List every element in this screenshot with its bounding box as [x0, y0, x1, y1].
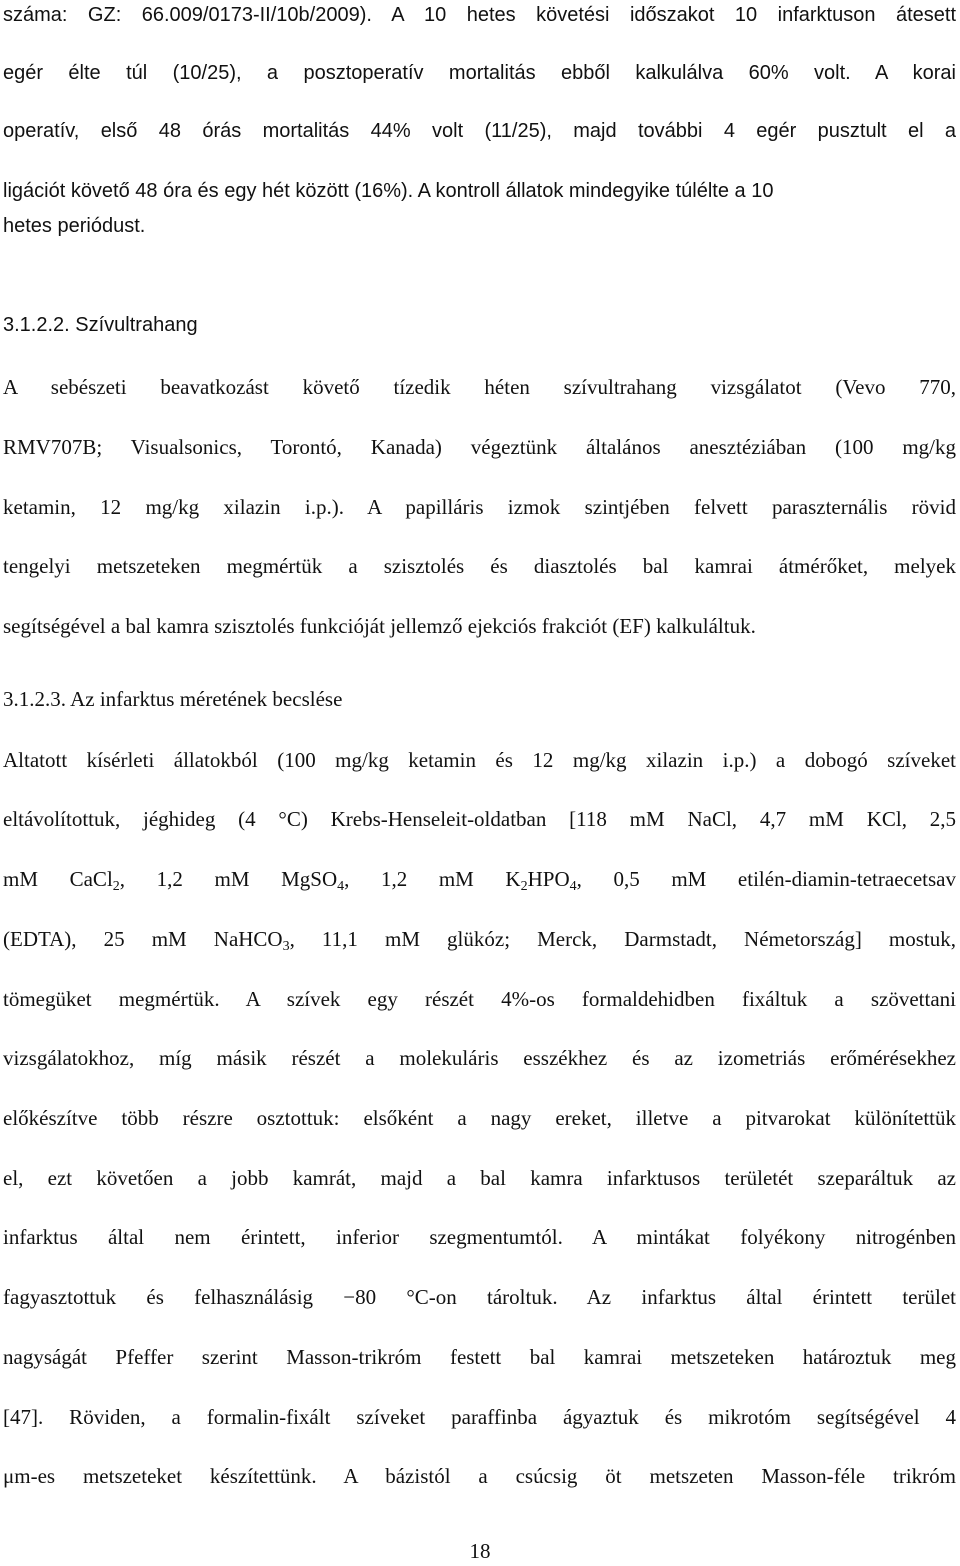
text-line	[3, 176, 956, 206]
text-line: μm-es metszeteket készítettünk. A bázistól a csúcsig öt metszeten Masson-féle trikróm	[3, 1464, 956, 1488]
text-line: ligációt követő 48 óra és egy hét között (16%). A kontroll állatok mindegyike túlélte a 10	[3, 180, 774, 202]
text-line: tömegüket megmértük. A szívek egy részét 4%-os formaldehidben fixáltuk a szövettani	[3, 987, 956, 1011]
text-line: [47]. Röviden, a formalin-fixált szíveket paraffinba ágyaztuk és mikrotóm segítségével 4	[3, 1405, 956, 1429]
text-line: előkészítve több részre osztottuk: elsőként a nagy ereket, illetve a pitvarokat különítettük	[3, 1106, 956, 1130]
text-line: (EDTA), 25 mM NaHCO$_3$, 11,1 mM glükóz; Merck, Darmstadt, Németország] mostuk,	[3, 927, 957, 954]
text-line: segítségével a bal kamra szisztolés funkcióját jellemző ejekciós frakciót (EF) kalkuláltuk.	[3, 614, 756, 638]
text-line: egér élte túl (10/25), a posztoperatív mortalitás ebből kalkulálva 60% volt. A korai	[3, 62, 956, 84]
text-line: eltávolítottuk, jéghideg (4 °C) Krebs-Henseleit-oldatban [118 mM NaCl, 4,7 mM KCl, 2,5	[3, 807, 956, 831]
text-line: A sebészeti beavatkozást követő tízedik héten szívultrahang vizsgálatot (Vevo 770,	[3, 375, 956, 399]
text-line: hetes periódust.	[3, 215, 146, 237]
text-line: operatív, első 48 órás mortalitás 44% volt (11/25), majd további 4 egér pusztult el a	[3, 120, 956, 142]
text-line: ketamin, 12 mg/kg xilazin i.p.). A papilláris izmok szintjében felvett paraszternális rövid	[3, 495, 956, 519]
section-heading: 3.1.2.3. Az infarktus méretének becslése	[3, 687, 343, 711]
text-line: infarktus által nem érintett, inferior szegmentumtól. A mintákat folyékony nitrogénben	[3, 1225, 956, 1249]
text-line: RMV707B; Visualsonics, Torontó, Kanada) végeztünk általános anesztéziában (100 mg/kg	[3, 435, 956, 459]
section-heading: 3.1.2.2. Szívultrahang	[3, 314, 198, 336]
text-line: nagyságát Pfeffer szerint Masson-trikróm festett bal kamrai metszeteken határoztuk meg	[3, 1345, 956, 1369]
text-line: fagyasztottuk és felhasználásig −80 °C-on tároltuk. Az infarktus által érintett terület	[3, 1285, 956, 1309]
text-line: száma: GZ: 66.009/0173-II/10b/2009). A 10 hetes követési időszakot 10 infarktuson átesett	[3, 4, 956, 26]
page-number: 18	[469, 1539, 491, 1563]
text-line: Altatott kísérleti állatokból (100 mg/kg ketamin és 12 mg/kg xilazin i.p.) a dobogó szíveket	[3, 748, 956, 772]
text-line: el, ezt követően a jobb kamrát, majd a bal kamra infarktusos területét szeparáltuk az	[3, 1166, 956, 1190]
text-line: mM CaCl$_2$, 1,2 mM MgSO$_4$, 1,2 mM $K_2HPO_4$, 0,5 mM etilén-diamin-tetraecetsav	[3, 867, 956, 894]
text-line: vizsgálatokhoz, míg másik részét a molekuláris esszékhez és az izometriás erőmérésekhez	[3, 1046, 956, 1070]
text-line: tengelyi metszeteken megmértük a szisztolés és diasztolés bal kamrai átmérőket, melyek	[3, 554, 956, 578]
